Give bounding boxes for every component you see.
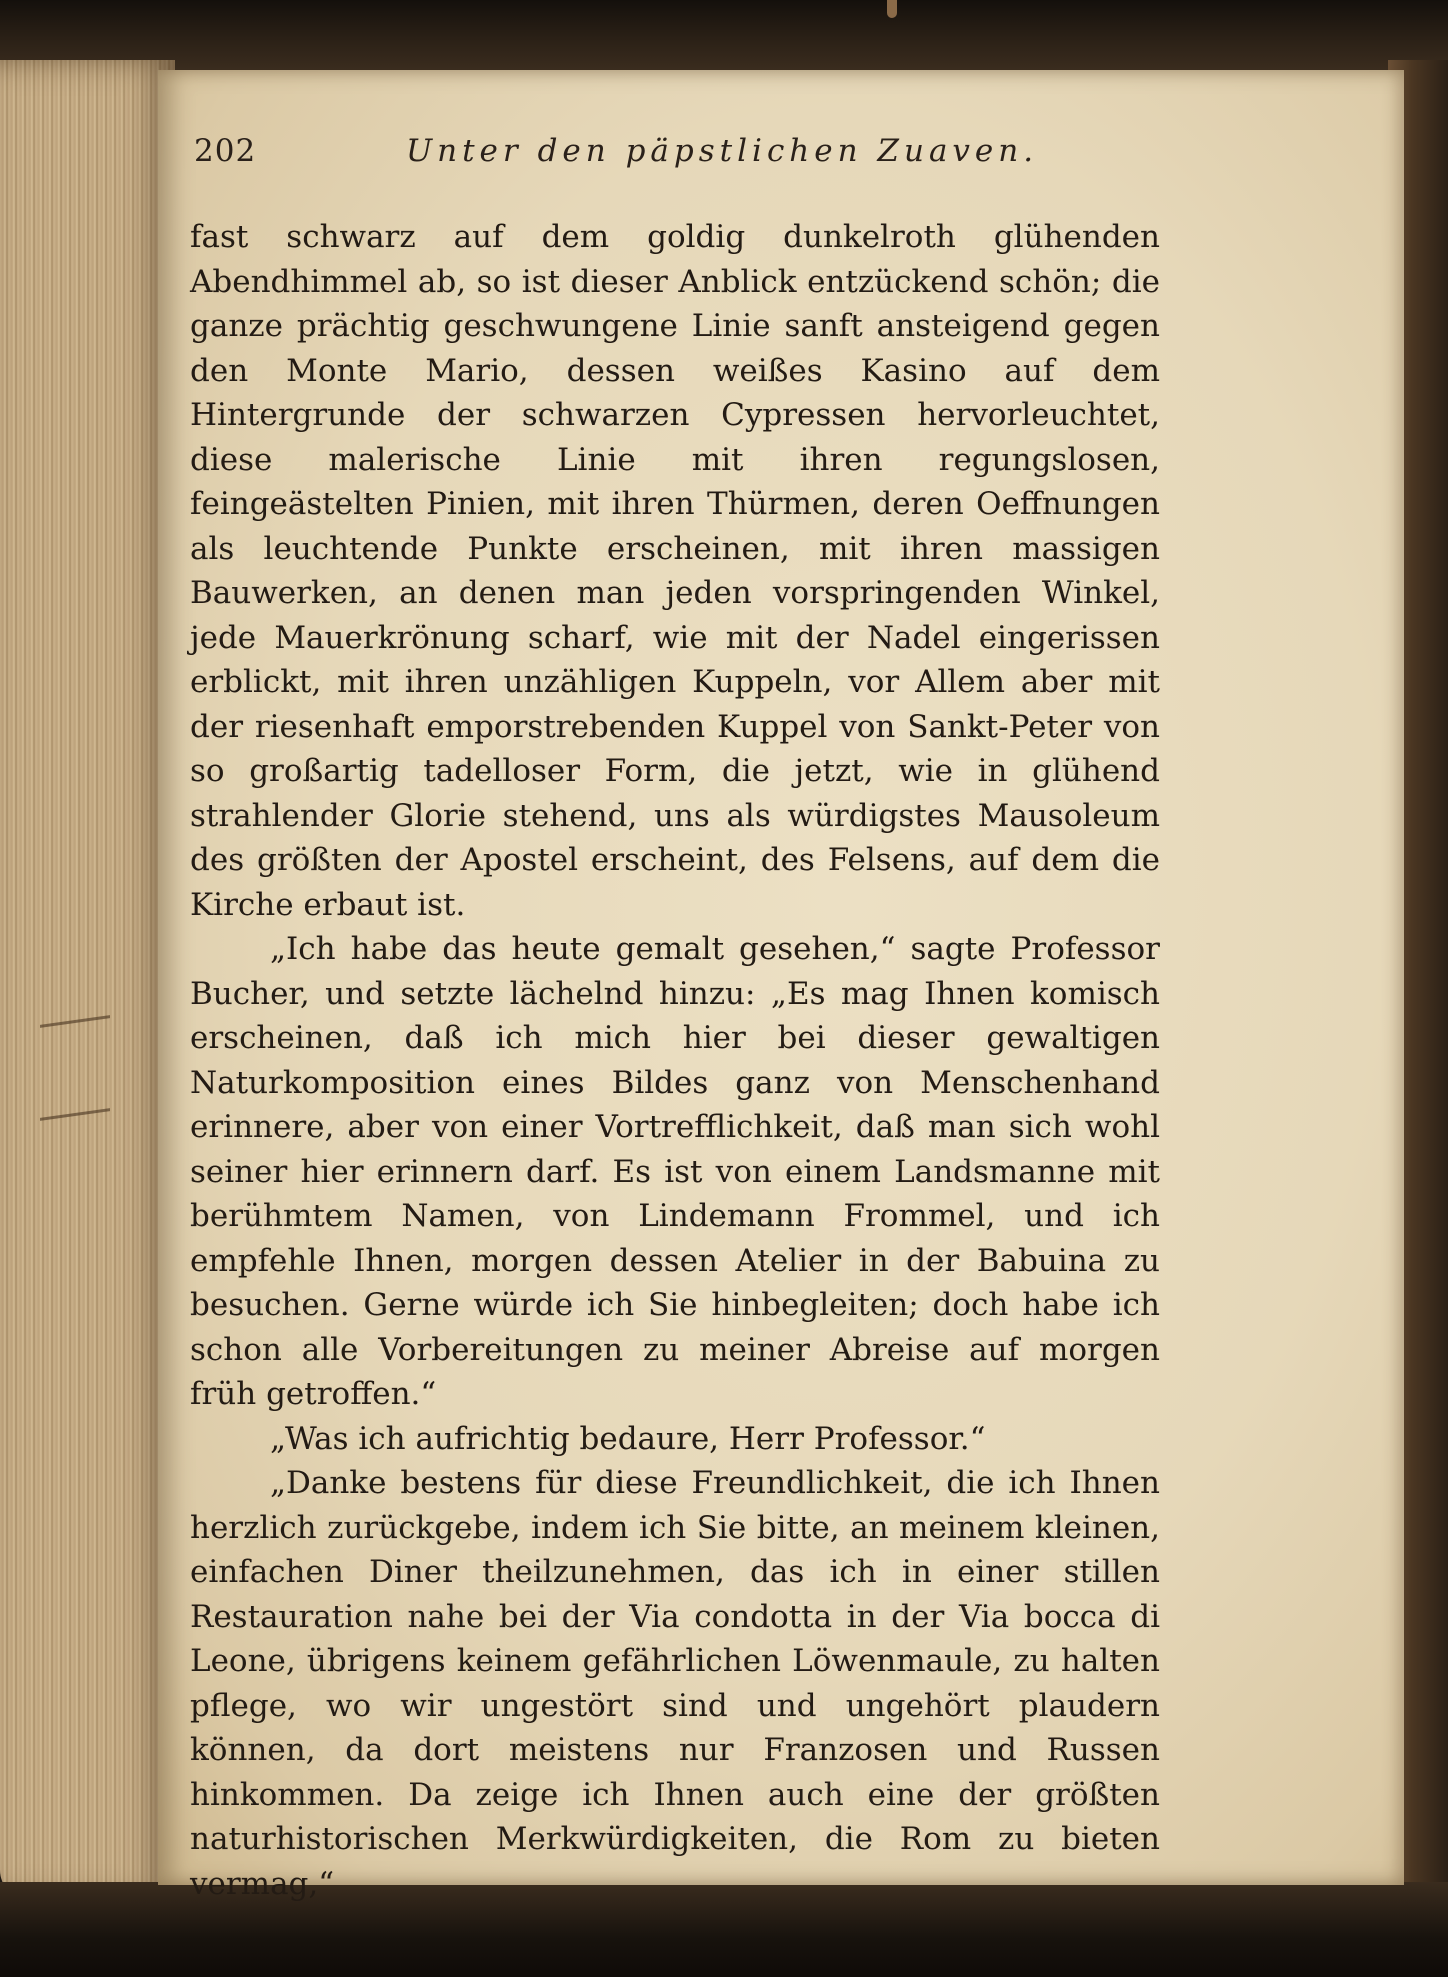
- paragraph-2: „Ich habe das heute gemalt gesehen,“ sagte Professor Bucher, und setzte lächelnd hinzu: „Es mag Ihnen komisch erscheinen, daß ich mich hier bei dieser gewaltigen Naturkomposition eines Bildes ganz von Menschenhand erinnere, aber von einer Vortrefflichkeit, daß man sich wohl seiner hier erinnern darf. Es ist von einem Landsmanne mit berühmtem Namen, von Lindemann Frommel, und ich empfehle Ihnen, morgen dessen Atelier in der Babuina zu besuchen. Gerne würde ich Sie hinbegleiten; doch habe ich schon alle Vorbereitungen zu meiner Abreise auf morgen früh getroffen.“: [190, 931, 1160, 1412]
- paragraph-4: „Danke bestens für diese Freundlichkeit, die ich Ihnen herzlich zurückgebe, indem ich Sie bitte, an meinem kleinen, einfachen Diner theilzunehmen, das ich in einer stillen Restauration nahe bei der Via condotta in der Via bocca di Leone, übrigens keinem gefährlichen Löwenmaule, zu halten pflege, wo wir ungestört sind und ungehört plaudern können, da dort meistens nur Franzosen und Russen hinkommen. Da zeige ich Ihnen auch eine der größten naturhistorischen Merkwürdigkeiten, die Rom zu bieten vermag,“: [190, 1465, 1160, 1902]
- page-header: [194, 133, 1134, 183]
- top-background-strip: [0, 0, 1448, 70]
- paragraph-1: fast schwarz auf dem goldig dunkelroth glühenden Abendhimmel ab, so ist dieser Anblick entzückend schön; die ganze prächtig geschwungene Linie sanft ansteigend gegen den Monte Mario, dessen weißes Kasino auf dem Hintergrunde der schwarzen Cypressen hervorleuchtet, diese malerische Linie mit ihren regungslosen, feingeästelten Pinien, mit ihren Thürmen, deren Oeffnungen als leuchtende Punkte erscheinen, mit ihren massigen Bauwerken, an denen man jeden vorspringenden Winkel, jede Mauerkrönung scharf, wie mit der Nadel eingerissen erblickt, mit ihren unzähligen Kuppeln, vor Allem aber mit der riesenhaft emporstrebenden Kuppel von Sankt-Peter von so großartig tadelloser Form, die jetzt, wie in glühend strahlender Glorie stehend, uns als würdigstes Mausoleum des größten der Apostel erscheint, des Felsens, auf dem die Kirche erbaut ist.: [190, 219, 1160, 923]
- binding-mark: [887, 0, 897, 18]
- running-title: Unter den päpstlichen Zuaven.: [406, 133, 1039, 169]
- paragraph-3: „Was ich aufrichtig bedaure, Herr Professor.“: [270, 1420, 986, 1457]
- page-number: 202: [194, 133, 257, 169]
- book-page-edges: [0, 60, 175, 1900]
- body-text: [190, 215, 1160, 1906]
